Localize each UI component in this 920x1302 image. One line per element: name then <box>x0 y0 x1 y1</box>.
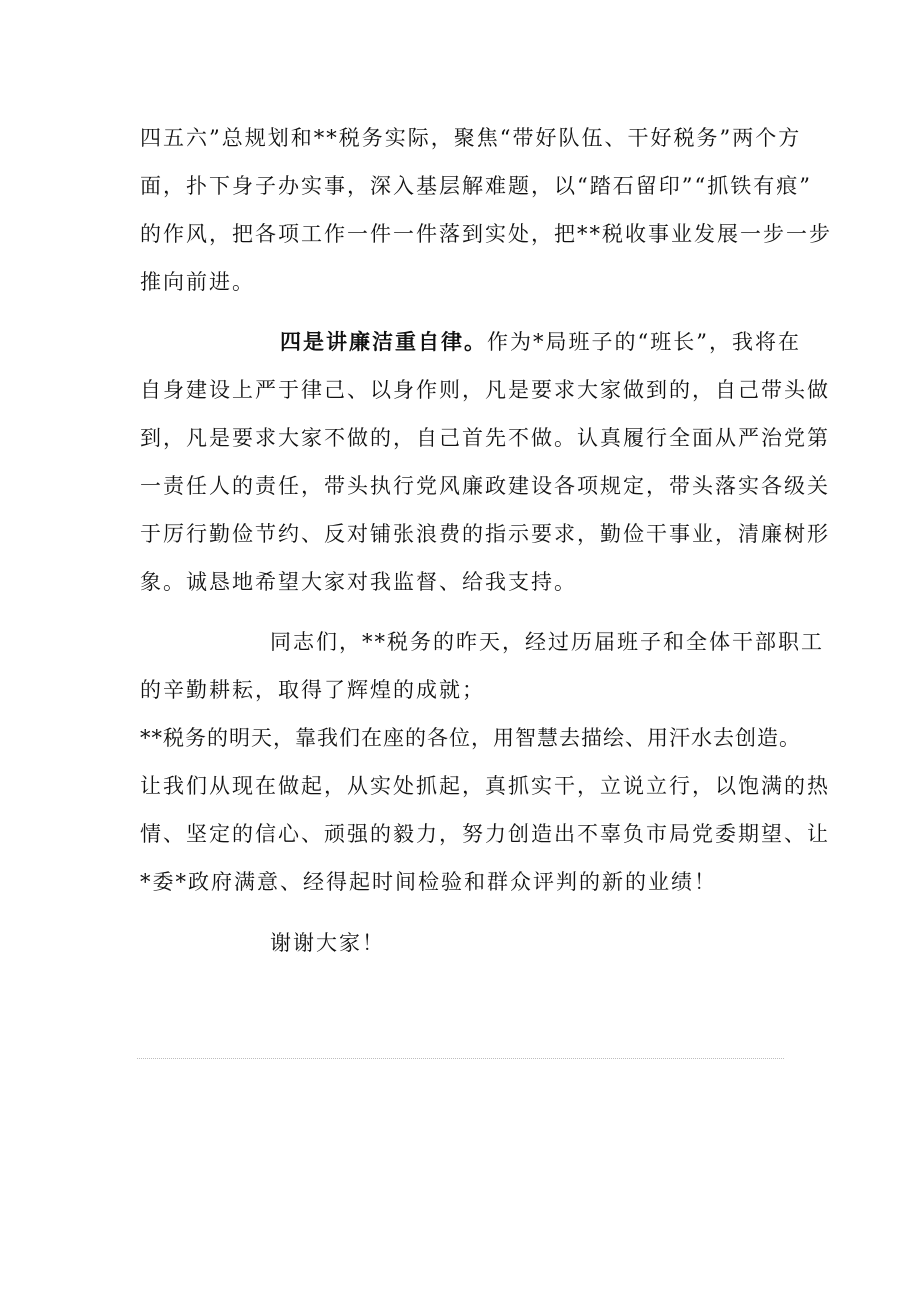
paragraph-2-line-4: 一责任人的责任，带头执行党风廉政建设各项规定，带头落实各级关 <box>140 474 830 498</box>
paragraph-3-line-2: 的辛勤耕耘，取得了辉煌的成就； <box>140 678 485 702</box>
paragraph-1-line-2: 面，扑下身子办实事，深入基层解难题，以“踏石留印”“抓铁有痕” <box>140 174 812 198</box>
paragraph-2-line-2: 自身建设上严于律己、以身作则，凡是要求大家做到的，自己带头做 <box>140 378 830 402</box>
paragraph-3-line-5: 情、坚定的信心、顽强的毅力，努力创造出不辜负市局党委期望、让 <box>140 822 830 846</box>
paragraph-2-line-5: 于厉行勤俭节约、反对铺张浪费的指示要求，勤俭干事业，清廉树形 <box>140 522 830 546</box>
paragraph-1-line-4: 推向前进。 <box>140 270 255 294</box>
paragraph-3-line-3: **税务的明天，靠我们在座的各位，用智慧去描绘、用汗水去创造。 <box>140 726 801 750</box>
paragraph-2-heading: 四是讲廉洁重自律。 <box>280 329 487 354</box>
closing-text: 谢谢大家！ <box>270 931 385 955</box>
paragraph-2-line-6: 象。诚恳地希望大家对我监督、给我支持。 <box>140 570 577 594</box>
paragraph-3-line-4: 让我们从现在做起，从实处抓起，真抓实干，立说立行，以饱满的热 <box>140 774 830 798</box>
paragraph-3-line-1: 同志们，**税务的昨天，经过历届班子和全体干部职工 <box>270 630 824 654</box>
paragraph-1-line-3: 的作风，把各项工作一件一件落到实处，把**税收事业发展一步一步 <box>140 222 832 246</box>
paragraph-2-line-1 <box>280 327 801 357</box>
paragraph-2-first-line-rest: 作为*局班子的“班长”，我将在 <box>487 330 801 354</box>
paragraph-2-line-3: 到，凡是要求大家不做的，自己首先不做。认真履行全面从严治党第 <box>140 426 830 450</box>
paragraph-3-line-6: *委*政府满意、经得起时间检验和群众评判的新的业绩！ <box>140 870 717 894</box>
footer-divider <box>137 1058 784 1059</box>
paragraph-1-line-1: 四五六”总规划和**税务实际，聚焦“带好队伍、干好税务”两个方 <box>140 126 802 150</box>
